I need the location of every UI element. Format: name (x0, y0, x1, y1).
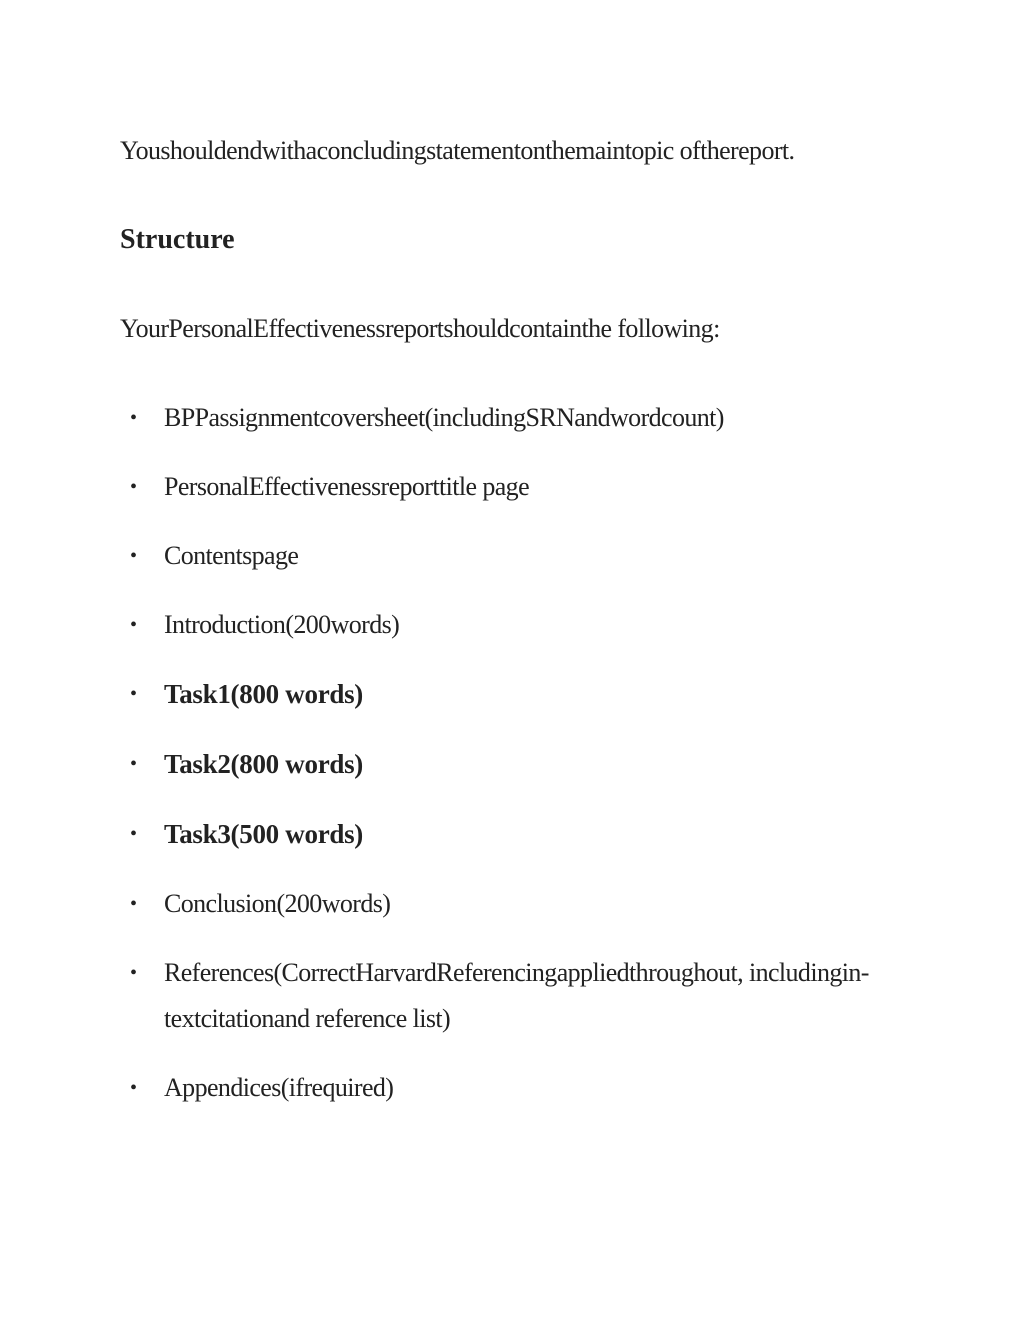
bullet-icon: • (130, 683, 137, 705)
list-item (120, 950, 920, 1042)
list-item (120, 671, 920, 718)
list-item-text: References(CorrectHarvardReferencingappliedthroughout, includingin-textcitationand reference list) (164, 958, 869, 1033)
document-page (120, 128, 920, 1134)
list-item-text: Appendices(ifrequired) (164, 1073, 394, 1102)
bullet-icon: • (130, 753, 137, 775)
list-item (120, 533, 920, 579)
list-item-text: PersonalEffectivenessreporttitle page (164, 472, 530, 501)
bullet-icon: • (130, 476, 137, 498)
intro-sentence: YourPersonalEffectivenessreportshouldcontainthe following: (120, 314, 720, 343)
list-item (120, 1065, 920, 1111)
list-item-text: Task1(800 words) (164, 679, 363, 709)
requirements-list (120, 395, 920, 1111)
list-item (120, 602, 920, 648)
list-item (120, 741, 920, 788)
list-item-text: Introduction(200words) (164, 610, 400, 639)
list-item-text: Task3(500 words) (164, 819, 363, 849)
list-item (120, 881, 920, 927)
bullet-icon: • (130, 614, 137, 636)
bullet-icon: • (130, 823, 137, 845)
section-heading: Structure (120, 224, 235, 255)
bullet-icon: • (130, 893, 137, 915)
opening-paragraph: Youshouldendwithaconcludingstatementonthemaintopic ofthereport. (120, 136, 795, 165)
list-item-text: Task2(800 words) (164, 749, 363, 779)
bullet-icon: • (130, 545, 137, 567)
bullet-icon: • (130, 962, 137, 984)
list-item-text: Contentspage (164, 541, 299, 570)
list-item (120, 464, 920, 510)
list-item-text: BPPassignmentcoversheet(includingSRNandwordcount) (164, 403, 724, 432)
bullet-icon: • (130, 407, 137, 429)
list-item-text: Conclusion(200words) (164, 889, 391, 918)
list-item (120, 395, 920, 441)
list-item (120, 811, 920, 858)
bullet-icon: • (130, 1077, 137, 1099)
